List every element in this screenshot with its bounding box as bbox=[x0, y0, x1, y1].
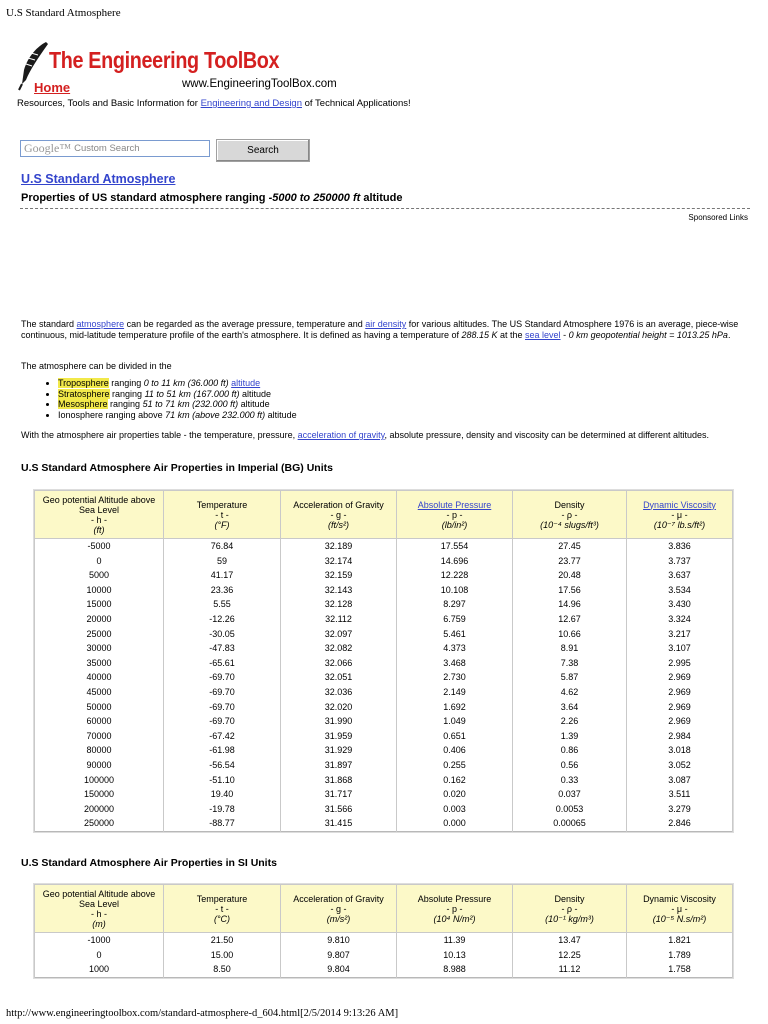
column-header[interactable] bbox=[397, 491, 513, 539]
table-cell: 3.511 bbox=[627, 787, 733, 802]
table-cell: -12.26 bbox=[164, 612, 281, 627]
table-cell: 2.26 bbox=[513, 714, 627, 729]
search-placeholder: Custom Search bbox=[74, 143, 140, 154]
table-cell: 32.128 bbox=[281, 597, 397, 612]
table-row bbox=[35, 714, 733, 729]
table-cell: 2.969 bbox=[627, 685, 733, 700]
table-row bbox=[35, 685, 733, 700]
table-header-row bbox=[35, 885, 733, 933]
table-cell: 32.036 bbox=[281, 685, 397, 700]
table-cell: 31.990 bbox=[281, 714, 397, 729]
column-header-symbol: - p - bbox=[446, 509, 463, 520]
table-row bbox=[35, 962, 733, 977]
layer-text: ranging above bbox=[103, 409, 166, 420]
table-cell: 32.051 bbox=[281, 670, 397, 685]
table-cell: 11.12 bbox=[513, 962, 627, 977]
list-item bbox=[58, 399, 297, 410]
table-cell: 90000 bbox=[35, 758, 164, 773]
table-cell: -19.78 bbox=[164, 802, 281, 817]
altitude-link[interactable]: altitude bbox=[231, 378, 261, 388]
divider bbox=[20, 208, 750, 209]
table-row bbox=[35, 743, 733, 758]
search-button[interactable]: Search bbox=[216, 139, 310, 162]
table-cell: 19.40 bbox=[164, 787, 281, 802]
table-cell: 32.066 bbox=[281, 656, 397, 671]
table-header-row bbox=[35, 491, 733, 539]
column-header-symbol: - t - bbox=[215, 509, 229, 520]
table-row bbox=[35, 948, 733, 963]
column-header-symbol: - ρ - bbox=[561, 903, 578, 914]
layer-range: 71 km (above 232.000 ft) bbox=[165, 409, 266, 420]
table-cell: 0.406 bbox=[397, 743, 513, 758]
table-cell: 31.959 bbox=[281, 729, 397, 744]
column-header-unit: (ft) bbox=[93, 524, 105, 535]
column-header-label: Density bbox=[554, 499, 585, 510]
layer-range: 51 to 71 km (232.000 ft) bbox=[142, 399, 239, 409]
table-cell: 0.56 bbox=[513, 758, 627, 773]
list-item bbox=[58, 378, 297, 389]
table-cell: 9.807 bbox=[281, 948, 397, 963]
sea-level-temperature: 288.15 K bbox=[461, 330, 498, 340]
table-cell: 10.66 bbox=[513, 627, 627, 642]
table-body bbox=[35, 933, 733, 978]
tagline-text-end: of Technical Applications! bbox=[302, 98, 411, 109]
table-cell: -56.54 bbox=[164, 758, 281, 773]
tagline bbox=[17, 98, 411, 109]
layer-name: Stratosphere bbox=[58, 388, 110, 399]
table-cell: 4.62 bbox=[513, 685, 627, 700]
column-header bbox=[164, 885, 281, 933]
table-cell: 1.821 bbox=[627, 933, 733, 948]
table-row bbox=[35, 554, 733, 569]
table-cell: 70000 bbox=[35, 729, 164, 744]
table-cell: 2.969 bbox=[627, 700, 733, 715]
table-cell: 40000 bbox=[35, 670, 164, 685]
table-row bbox=[35, 802, 733, 817]
table-cell: -67.42 bbox=[164, 729, 281, 744]
table-cell: 3.534 bbox=[627, 583, 733, 598]
list-item bbox=[58, 410, 297, 421]
intro-text-a: The standard bbox=[21, 319, 77, 329]
layer-tail: altitude bbox=[238, 399, 270, 409]
column-header-unit: (ft/s²) bbox=[328, 519, 349, 530]
column-header-unit: (°C) bbox=[213, 913, 231, 924]
table-cell: 0.255 bbox=[397, 758, 513, 773]
table-cell: 20.48 bbox=[513, 568, 627, 583]
table-cell: 3.836 bbox=[627, 539, 733, 554]
table-cell: 0.0053 bbox=[513, 802, 627, 817]
table-cell: 31.897 bbox=[281, 758, 397, 773]
column-header bbox=[513, 885, 627, 933]
table-row bbox=[35, 933, 733, 948]
column-header-unit: (m/s²) bbox=[326, 913, 351, 924]
table-cell: 76.84 bbox=[164, 539, 281, 554]
column-header-symbol: - t - bbox=[215, 903, 229, 914]
table-cell: -69.70 bbox=[164, 714, 281, 729]
table-cell: 3.107 bbox=[627, 641, 733, 656]
column-header bbox=[281, 885, 397, 933]
table-cell: 8.91 bbox=[513, 641, 627, 656]
table-cell: 12.228 bbox=[397, 568, 513, 583]
table-cell: -61.98 bbox=[164, 743, 281, 758]
table-cell: 0.037 bbox=[513, 787, 627, 802]
intro-paragraph bbox=[21, 319, 749, 341]
table-cell: 4.373 bbox=[397, 641, 513, 656]
table-cell: 17.56 bbox=[513, 583, 627, 598]
subtitle-end: altitude bbox=[360, 192, 403, 204]
column-header-label[interactable]: Absolute Pressure bbox=[417, 499, 492, 510]
table-cell: 30000 bbox=[35, 641, 164, 656]
table-cell: 60000 bbox=[35, 714, 164, 729]
table-cell: 0 bbox=[35, 948, 164, 963]
column-header-unit: (10⁻¹ kg/m³) bbox=[545, 913, 594, 924]
layers-intro: The atmosphere can be divided in the bbox=[21, 361, 172, 371]
table-cell: 0.00065 bbox=[513, 816, 627, 831]
table-cell: 32.020 bbox=[281, 700, 397, 715]
column-header bbox=[513, 491, 627, 539]
search-input[interactable] bbox=[20, 140, 210, 157]
table-cell: 3.737 bbox=[627, 554, 733, 569]
page-subtitle bbox=[21, 192, 402, 204]
table-cell: 2.846 bbox=[627, 816, 733, 831]
table-cell: 23.36 bbox=[164, 583, 281, 598]
engineering-design-link[interactable]: Engineering and Design bbox=[200, 98, 302, 109]
table-row bbox=[35, 670, 733, 685]
intro-text-e: - bbox=[560, 330, 569, 340]
atmosphere-layers-list bbox=[42, 378, 297, 420]
table-cell: 25000 bbox=[35, 627, 164, 642]
table-cell: -69.70 bbox=[164, 670, 281, 685]
table-cell: 2.969 bbox=[627, 714, 733, 729]
layer-tail: altitude bbox=[239, 388, 271, 399]
table-cell: 32.112 bbox=[281, 612, 397, 627]
table-row bbox=[35, 568, 733, 583]
layer-tail: altitude bbox=[265, 409, 297, 420]
table-cell: 5.87 bbox=[513, 670, 627, 685]
table-cell: 2.149 bbox=[397, 685, 513, 700]
table-cell: -88.77 bbox=[164, 816, 281, 831]
column-header-symbol: - μ - bbox=[671, 903, 688, 914]
table-row bbox=[35, 597, 733, 612]
properties-paragraph bbox=[21, 430, 749, 441]
table-cell: 3.324 bbox=[627, 612, 733, 627]
table-cell: 2.969 bbox=[627, 670, 733, 685]
air-density-link[interactable]: air density bbox=[365, 319, 407, 329]
column-header-label: Absolute Pressure bbox=[417, 893, 492, 904]
table-row bbox=[35, 787, 733, 802]
sponsored-links-label: Sponsored Links bbox=[688, 213, 748, 222]
print-page-title: U.S Standard Atmosphere bbox=[6, 7, 121, 19]
table-row bbox=[35, 612, 733, 627]
table-cell: 2.995 bbox=[627, 656, 733, 671]
column-header-label: Geo potential Altitude above Sea Level bbox=[42, 888, 156, 909]
tagline-text-start: Resources, Tools and Basic Information for bbox=[17, 98, 201, 109]
table-cell: 11.39 bbox=[397, 933, 513, 948]
layer-name: Troposphere bbox=[58, 378, 109, 388]
table-cell: 150000 bbox=[35, 787, 164, 802]
table-cell: 32.174 bbox=[281, 554, 397, 569]
table-cell: 3.279 bbox=[627, 802, 733, 817]
column-header bbox=[164, 491, 281, 539]
logo-wordmark: The Engineering ToolBox bbox=[49, 47, 280, 73]
layer-name: Ionosphere bbox=[58, 409, 104, 420]
column-header-unit: (10⁻⁷ lb.s/ft²) bbox=[653, 519, 706, 530]
print-page-url: http://www.engineeringtoolbox.com/standard-atmosphere-d_604.html[2/5/2014 9:13:26 AM] bbox=[6, 1008, 399, 1019]
table-cell: 3.217 bbox=[627, 627, 733, 642]
table-cell: 12.25 bbox=[513, 948, 627, 963]
table-cell: 31.929 bbox=[281, 743, 397, 758]
table-cell: -5000 bbox=[35, 539, 164, 554]
table-cell: 6.759 bbox=[397, 612, 513, 627]
table-cell: -30.05 bbox=[164, 627, 281, 642]
table-cell: 1000 bbox=[35, 962, 164, 977]
layer-range: 0 to 11 km (36.000 ft) bbox=[143, 378, 229, 388]
column-header-symbol: - p - bbox=[446, 903, 463, 914]
table-cell: 8.297 bbox=[397, 597, 513, 612]
table-row bbox=[35, 758, 733, 773]
si-table-title: U.S Standard Atmosphere Air Properties in SI Units bbox=[21, 857, 277, 869]
column-header bbox=[397, 885, 513, 933]
column-header-symbol: - μ - bbox=[671, 509, 688, 520]
table-cell: 20000 bbox=[35, 612, 164, 627]
subtitle-start: Properties of US standard atmosphere ranging bbox=[21, 192, 269, 204]
table-cell: 59 bbox=[164, 554, 281, 569]
column-header-symbol: - h - bbox=[90, 514, 107, 525]
table-cell: 0 bbox=[35, 554, 164, 569]
table-cell: 200000 bbox=[35, 802, 164, 817]
table-cell: -69.70 bbox=[164, 700, 281, 715]
table-cell: -65.61 bbox=[164, 656, 281, 671]
site-logo[interactable] bbox=[16, 40, 346, 98]
table-cell: 10.108 bbox=[397, 583, 513, 598]
column-header-symbol: - ρ - bbox=[561, 509, 578, 520]
table-cell: 27.45 bbox=[513, 539, 627, 554]
table-cell: 0.651 bbox=[397, 729, 513, 744]
table-row bbox=[35, 656, 733, 671]
page-title[interactable]: U.S Standard Atmosphere bbox=[21, 172, 176, 186]
table-cell: 32.082 bbox=[281, 641, 397, 656]
table-row bbox=[35, 773, 733, 788]
table-row bbox=[35, 627, 733, 642]
table-cell: 250000 bbox=[35, 816, 164, 831]
column-header-label: Density bbox=[554, 893, 585, 904]
sea-level-link[interactable]: sea level bbox=[525, 330, 561, 340]
table-cell: 5.461 bbox=[397, 627, 513, 642]
column-header bbox=[281, 491, 397, 539]
column-header-unit: (lb/in²) bbox=[441, 519, 468, 530]
acceleration-of-gravity-link[interactable]: acceleration of gravity bbox=[297, 430, 385, 440]
table-cell: 23.77 bbox=[513, 554, 627, 569]
column-header-unit: (10⁻⁵ N.s/m²) bbox=[652, 913, 707, 924]
table-cell: 3.468 bbox=[397, 656, 513, 671]
table-cell: 0.020 bbox=[397, 787, 513, 802]
table-cell: 45000 bbox=[35, 685, 164, 700]
table-cell: 32.159 bbox=[281, 568, 397, 583]
table-cell: 32.143 bbox=[281, 583, 397, 598]
table-cell: 3.637 bbox=[627, 568, 733, 583]
table-cell: 12.67 bbox=[513, 612, 627, 627]
table-row bbox=[35, 583, 733, 598]
table-cell: 15.00 bbox=[164, 948, 281, 963]
table-cell: 13.47 bbox=[513, 933, 627, 948]
table-cell: 5000 bbox=[35, 568, 164, 583]
properties-text-a: With the atmosphere air properties table - the temperature, pressure, bbox=[21, 430, 298, 440]
home-link[interactable]: Home bbox=[34, 80, 71, 95]
table-cell: -51.10 bbox=[164, 773, 281, 788]
table-cell: 3.052 bbox=[627, 758, 733, 773]
table-cell: 0.86 bbox=[513, 743, 627, 758]
column-header-label: Acceleration of Gravity bbox=[293, 893, 384, 904]
table-cell: -47.83 bbox=[164, 641, 281, 656]
column-header-label: Dynamic Viscosity bbox=[643, 893, 716, 904]
table-cell: 32.097 bbox=[281, 627, 397, 642]
column-header-label[interactable]: Dynamic Viscosity bbox=[643, 499, 716, 510]
column-header-label: Acceleration of Gravity bbox=[293, 499, 384, 510]
column-header-unit: (10⁻⁴ slugs/ft³) bbox=[540, 519, 599, 530]
table-row bbox=[35, 816, 733, 831]
column-header[interactable] bbox=[627, 491, 733, 539]
table-cell: 0.000 bbox=[397, 816, 513, 831]
table-cell: -69.70 bbox=[164, 685, 281, 700]
table-cell: 10.13 bbox=[397, 948, 513, 963]
table-cell: 9.810 bbox=[281, 933, 397, 948]
column-header-symbol: - g - bbox=[330, 903, 347, 914]
table-cell: 3.64 bbox=[513, 700, 627, 715]
table-cell: 0.33 bbox=[513, 773, 627, 788]
table-cell: 2.984 bbox=[627, 729, 733, 744]
table-cell: -1000 bbox=[35, 933, 164, 948]
table-cell: 0.162 bbox=[397, 773, 513, 788]
table-cell: 14.696 bbox=[397, 554, 513, 569]
table-cell: 50000 bbox=[35, 700, 164, 715]
geopotential-height: 0 km geopotential height = 1013.25 hPa bbox=[568, 330, 728, 340]
imperial-table-title: U.S Standard Atmosphere Air Properties in Imperial (BG) Units bbox=[21, 462, 333, 474]
table-row bbox=[35, 729, 733, 744]
column-header-symbol: - g - bbox=[330, 509, 347, 520]
si-units-table bbox=[34, 884, 733, 978]
table-row bbox=[35, 700, 733, 715]
table-cell: 80000 bbox=[35, 743, 164, 758]
layer-text: ranging bbox=[108, 378, 144, 388]
table-cell: 3.087 bbox=[627, 773, 733, 788]
table-cell: 100000 bbox=[35, 773, 164, 788]
table-cell: 5.55 bbox=[164, 597, 281, 612]
column-header bbox=[627, 885, 733, 933]
layer-name: Mesosphere bbox=[58, 399, 108, 409]
column-header-unit: (10⁴ N/m²) bbox=[433, 913, 476, 924]
column-header-label: Temperature bbox=[196, 499, 248, 510]
column-header bbox=[35, 491, 164, 539]
intro-text-f: . bbox=[727, 330, 731, 340]
column-header-unit: (°F) bbox=[214, 519, 230, 530]
table-cell: 1.049 bbox=[397, 714, 513, 729]
column-header bbox=[35, 885, 164, 933]
table-cell: 14.96 bbox=[513, 597, 627, 612]
intro-text-d: at the bbox=[497, 330, 526, 340]
column-header-label: Geo potential Altitude above Sea Level bbox=[42, 494, 156, 515]
logo-url: www.EngineeringToolBox.com bbox=[182, 78, 337, 90]
table-cell: 31.717 bbox=[281, 787, 397, 802]
table-cell: 1.789 bbox=[627, 948, 733, 963]
layer-range: 11 to 51 km (167.000 ft) bbox=[144, 388, 240, 399]
table-cell: 35000 bbox=[35, 656, 164, 671]
table-cell: 9.804 bbox=[281, 962, 397, 977]
table-cell: 10000 bbox=[35, 583, 164, 598]
table-cell: 21.50 bbox=[164, 933, 281, 948]
table-cell: 3.018 bbox=[627, 743, 733, 758]
table-cell: 1.39 bbox=[513, 729, 627, 744]
table-cell: 17.554 bbox=[397, 539, 513, 554]
table-cell: 0.003 bbox=[397, 802, 513, 817]
table-cell: 31.868 bbox=[281, 773, 397, 788]
table-row bbox=[35, 641, 733, 656]
table-cell: 2.730 bbox=[397, 670, 513, 685]
table-cell: 1.758 bbox=[627, 962, 733, 977]
table-cell: 31.566 bbox=[281, 802, 397, 817]
table-cell: 32.189 bbox=[281, 539, 397, 554]
table-cell: 8.988 bbox=[397, 962, 513, 977]
table-cell: 31.415 bbox=[281, 816, 397, 831]
intro-text-b: can be regarded as the average pressure, temperature and bbox=[124, 319, 366, 329]
table-body bbox=[35, 539, 733, 832]
table-cell: 3.430 bbox=[627, 597, 733, 612]
column-header-symbol: - h - bbox=[90, 908, 107, 919]
atmosphere-link[interactable]: atmosphere bbox=[76, 319, 125, 329]
intro-text-c: for various altitudes. The US Standard Atmosphere 1976 is an average, piece-wise continuous, mid-latitude temperature profile of the earth's atmosphere. It is defined as having a temperature of bbox=[21, 319, 739, 340]
table-cell: 8.50 bbox=[164, 962, 281, 977]
column-header-label: Temperature bbox=[196, 893, 248, 904]
layer-text: ranging bbox=[109, 388, 145, 399]
google-logo: Google™ bbox=[24, 141, 72, 155]
table-cell: 15000 bbox=[35, 597, 164, 612]
table-cell: 7.38 bbox=[513, 656, 627, 671]
table-row bbox=[35, 539, 733, 554]
layer-text: ranging bbox=[107, 399, 143, 409]
properties-text-b: , absolute pressure, density and viscosity can be determined at different altitudes. bbox=[384, 430, 710, 440]
list-item bbox=[58, 389, 297, 400]
table-cell: 1.692 bbox=[397, 700, 513, 715]
imperial-units-table bbox=[34, 490, 733, 832]
table-cell: 41.17 bbox=[164, 568, 281, 583]
subtitle-range: -5000 to 250000 ft bbox=[268, 192, 361, 204]
column-header-unit: (m) bbox=[92, 918, 106, 929]
